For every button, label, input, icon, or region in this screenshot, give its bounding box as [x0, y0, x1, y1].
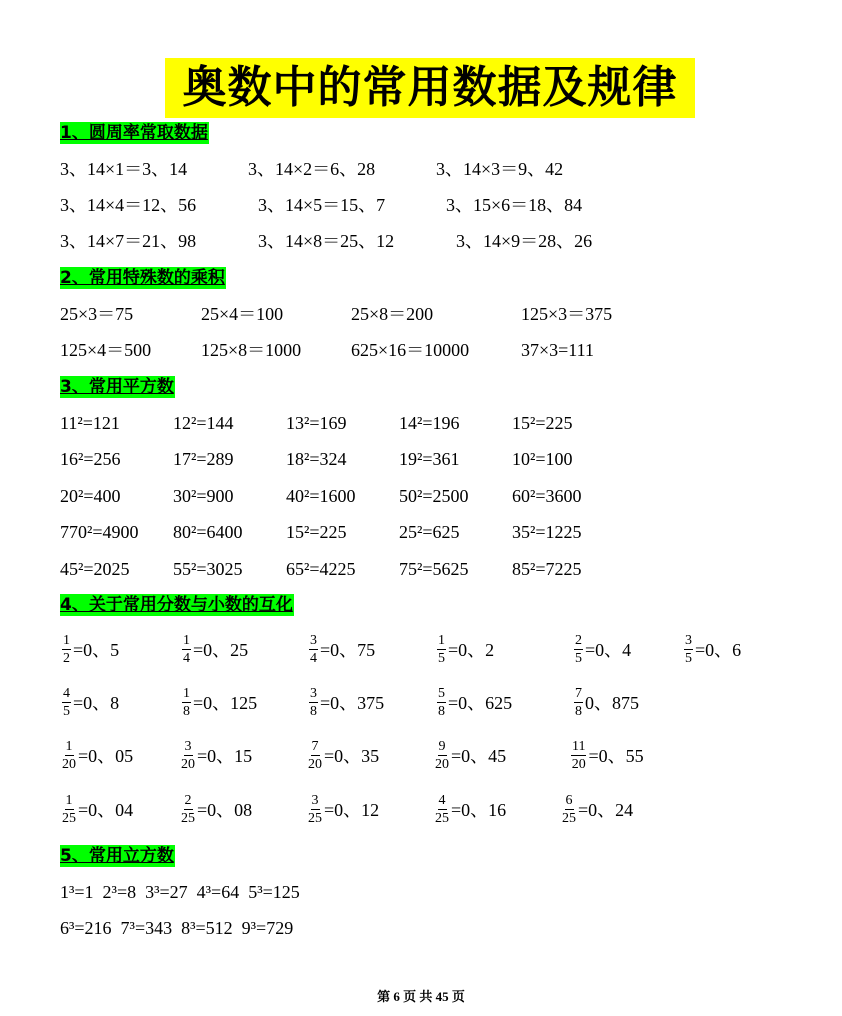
section-heading-squares: 3、常用平方数 — [60, 377, 174, 397]
section-heading-fractions: 4、关于常用分数与小数的互化 — [60, 595, 293, 615]
pi-item: 3、14×5＝15、7 — [258, 195, 386, 215]
fraction-item — [684, 627, 741, 671]
fraction — [574, 633, 583, 666]
fraction-item — [181, 733, 252, 777]
denominator: 25 — [435, 810, 449, 826]
decimal-value: =0、2 — [448, 640, 495, 660]
products-row — [0, 299, 842, 329]
product-item: 125×3＝375 — [521, 304, 613, 324]
denominator: 25 — [562, 810, 576, 826]
decimal-value: =0、55 — [588, 746, 644, 766]
cube-line: 6³=216 7³=343 8³=512 9³=729 — [60, 918, 294, 938]
fraction-item — [308, 733, 379, 777]
denominator: 20 — [571, 756, 586, 772]
decimal-value: =0、15 — [197, 746, 253, 766]
fraction-item — [181, 787, 252, 831]
fraction-item — [571, 733, 644, 777]
decimal-value: =0、04 — [78, 800, 134, 820]
section-heading-pi: 1、圆周率常取数据 — [60, 123, 208, 143]
numerator: 2 — [575, 632, 582, 648]
decimal-value: =0、05 — [78, 746, 134, 766]
fraction-item — [574, 680, 639, 724]
denominator: 4 — [183, 650, 190, 666]
product-item: 125×8＝1000 — [201, 340, 302, 360]
denominator: 20 — [181, 756, 195, 772]
square-item: 11²=121 — [60, 413, 120, 433]
fraction — [309, 686, 318, 719]
pi-item: 3、14×4＝12、56 — [60, 195, 197, 215]
square-item: 45²=2025 — [60, 559, 130, 579]
numerator: 4 — [438, 792, 446, 808]
fraction-item — [62, 627, 119, 671]
fraction — [571, 739, 586, 772]
denominator: 25 — [62, 810, 76, 826]
squares-row — [0, 408, 842, 438]
fraction — [62, 793, 76, 826]
square-item: 25²=625 — [399, 522, 460, 542]
square-item: 19²=361 — [399, 449, 460, 469]
square-item: 20²=400 — [60, 486, 121, 506]
square-item: 10²=100 — [512, 449, 573, 469]
denominator: 8 — [310, 703, 317, 719]
cubes-row — [0, 877, 842, 907]
fraction-item — [182, 680, 257, 724]
squares-row — [0, 554, 842, 584]
numerator: 5 — [438, 685, 445, 701]
fraction-item — [435, 733, 506, 777]
decimal-value: =0、6 — [695, 640, 742, 660]
pi-row — [0, 154, 842, 184]
numerator: 11 — [572, 738, 586, 754]
decimal-value: =0、625 — [448, 693, 513, 713]
fraction — [182, 686, 191, 719]
fraction — [182, 633, 191, 666]
fraction — [62, 633, 71, 666]
fraction — [308, 739, 322, 772]
square-item: 18²=324 — [286, 449, 347, 469]
fraction — [62, 739, 76, 772]
square-item: 14²=196 — [399, 413, 460, 433]
cube-line: 1³=1 2³=8 3³=27 4³=64 5³=125 — [60, 882, 300, 902]
numerator: 3 — [685, 632, 692, 648]
squares-row — [0, 481, 842, 511]
numerator: 6 — [565, 792, 573, 808]
page-title: 奥数中的常用数据及规律 — [165, 58, 695, 118]
square-item: 13²=169 — [286, 413, 347, 433]
numerator: 7 — [311, 738, 319, 754]
numerator: 3 — [184, 738, 192, 754]
fraction — [62, 686, 71, 719]
decimal-value: =0、24 — [578, 800, 634, 820]
fractions-row — [0, 680, 842, 724]
denominator: 8 — [575, 703, 582, 719]
numerator: 7 — [575, 685, 582, 701]
square-item: 80²=6400 — [173, 522, 243, 542]
square-item: 15²=225 — [512, 413, 573, 433]
section-heading-products: 2、常用特殊数的乘积 — [60, 268, 225, 288]
fraction-item — [308, 787, 379, 831]
fractions-row — [0, 733, 842, 777]
section-heading-cubes: 5、常用立方数 — [60, 846, 174, 866]
fraction — [574, 686, 583, 719]
denominator: 2 — [63, 650, 70, 666]
numerator: 1 — [183, 685, 190, 701]
square-item: 50²=2500 — [399, 486, 469, 506]
product-item: 625×16＝10000 — [351, 340, 470, 360]
square-item: 15²=225 — [286, 522, 347, 542]
decimal-value: =0、4 — [585, 640, 632, 660]
fraction-item — [62, 733, 133, 777]
pi-item: 3、15×6＝18、84 — [446, 195, 583, 215]
decimal-value: =0、75 — [320, 640, 376, 660]
numerator: 3 — [310, 632, 317, 648]
pi-item: 3、14×9＝28、26 — [456, 231, 593, 251]
square-item: 65²=4225 — [286, 559, 356, 579]
fraction-item — [309, 680, 384, 724]
pi-item: 3、14×2＝6、28 — [248, 159, 376, 179]
pi-item: 3、14×3＝9、42 — [436, 159, 564, 179]
fraction-item — [562, 787, 633, 831]
numerator: 2 — [184, 792, 192, 808]
fraction-item — [62, 680, 119, 724]
decimal-value: =0、375 — [320, 693, 385, 713]
numerator: 4 — [63, 685, 70, 701]
fraction — [181, 793, 195, 826]
square-item: 12²=144 — [173, 413, 234, 433]
denominator: 25 — [181, 810, 195, 826]
square-item: 770²=4900 — [60, 522, 139, 542]
numerator: 1 — [438, 632, 445, 648]
fraction-item — [437, 627, 494, 671]
fraction — [181, 739, 195, 772]
numerator: 3 — [310, 685, 317, 701]
decimal-value: =0、25 — [193, 640, 249, 660]
fraction-item — [435, 787, 506, 831]
fraction-item — [62, 787, 133, 831]
denominator: 8 — [183, 703, 190, 719]
numerator: 1 — [65, 738, 73, 754]
denominator: 25 — [308, 810, 322, 826]
square-item: 75²=5625 — [399, 559, 469, 579]
product-item: 25×8＝200 — [351, 304, 434, 324]
decimal-value: =0、125 — [193, 693, 258, 713]
denominator: 5 — [685, 650, 692, 666]
squares-row — [0, 444, 842, 474]
pi-item: 3、14×8＝25、12 — [258, 231, 395, 251]
numerator: 1 — [183, 632, 190, 648]
numerator: 1 — [65, 792, 73, 808]
square-item: 35²=1225 — [512, 522, 582, 542]
pi-item: 3、14×7＝21、98 — [60, 231, 197, 251]
square-item: 40²=1600 — [286, 486, 356, 506]
numerator: 3 — [311, 792, 319, 808]
decimal-value: =0、12 — [324, 800, 380, 820]
denominator: 20 — [308, 756, 322, 772]
decimal-value: =0、16 — [451, 800, 507, 820]
fractions-row — [0, 787, 842, 831]
fraction — [437, 686, 446, 719]
denominator: 5 — [575, 650, 582, 666]
decimal-value: 0、875 — [585, 693, 639, 713]
decimal-value: =0、8 — [73, 693, 120, 713]
fraction — [435, 739, 449, 772]
page-footer: 第 6 页 共 45 页 — [377, 989, 465, 1004]
fractions-row — [0, 627, 842, 671]
denominator: 5 — [438, 650, 445, 666]
numerator: 9 — [438, 738, 446, 754]
denominator: 8 — [438, 703, 445, 719]
fraction-item — [182, 627, 248, 671]
product-item: 25×3＝75 — [60, 304, 134, 324]
product-item: 37×3=111 — [521, 340, 594, 360]
pi-row — [0, 190, 842, 220]
square-item: 17²=289 — [173, 449, 234, 469]
numerator: 1 — [63, 632, 70, 648]
fraction — [684, 633, 693, 666]
product-item: 125×4＝500 — [60, 340, 152, 360]
decimal-value: =0、45 — [451, 746, 507, 766]
product-item: 25×4＝100 — [201, 304, 284, 324]
square-item: 30²=900 — [173, 486, 234, 506]
square-item: 85²=7225 — [512, 559, 582, 579]
decimal-value: =0、08 — [197, 800, 253, 820]
fraction — [308, 793, 322, 826]
denominator: 20 — [62, 756, 76, 772]
decimal-value: =0、5 — [73, 640, 120, 660]
squares-row — [0, 517, 842, 547]
square-item: 60²=3600 — [512, 486, 582, 506]
decimal-value: =0、35 — [324, 746, 380, 766]
fraction — [435, 793, 449, 826]
fraction-item — [309, 627, 375, 671]
fraction — [309, 633, 318, 666]
fraction-item — [574, 627, 631, 671]
products-row — [0, 335, 842, 365]
square-item: 16²=256 — [60, 449, 121, 469]
fraction — [562, 793, 576, 826]
fraction-item — [437, 680, 512, 724]
square-item: 55²=3025 — [173, 559, 243, 579]
cubes-row — [0, 913, 842, 943]
denominator: 20 — [435, 756, 449, 772]
denominator: 4 — [310, 650, 317, 666]
denominator: 5 — [63, 703, 70, 719]
pi-row — [0, 226, 842, 256]
fraction — [437, 633, 446, 666]
pi-item: 3、14×1＝3、14 — [60, 159, 188, 179]
